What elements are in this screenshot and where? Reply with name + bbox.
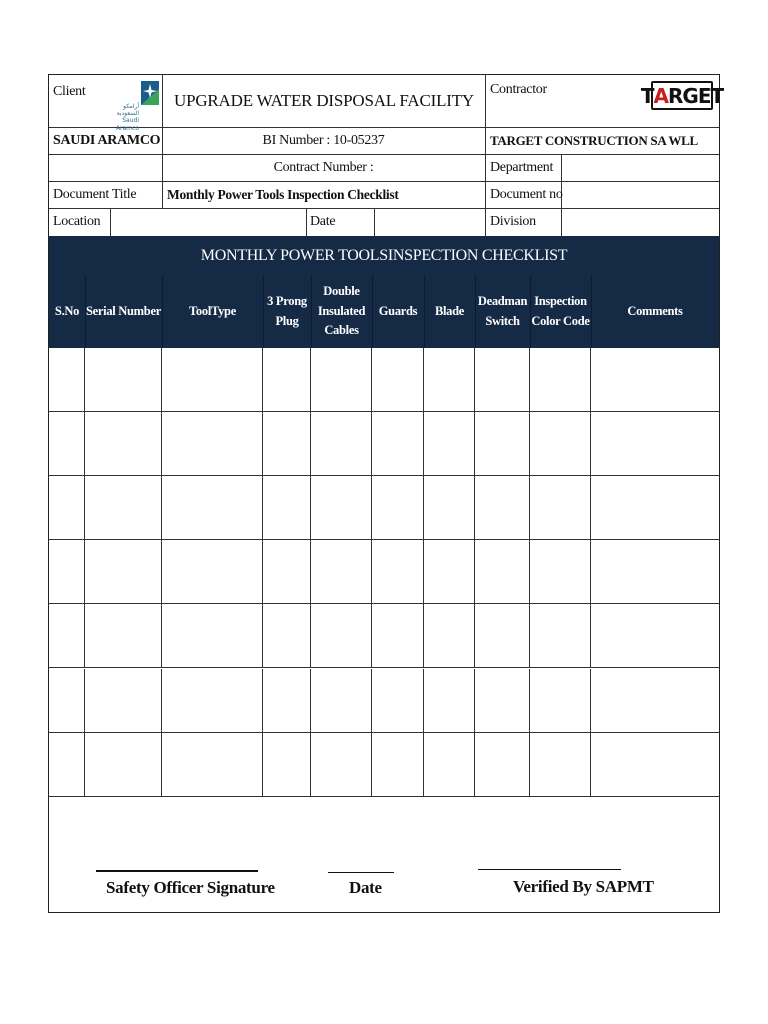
table-cell-double-insulated-cables[interactable] [311, 348, 372, 412]
checklist-title: MONTHLY POWER TOOLSINSPECTION CHECKLIST [49, 236, 719, 275]
column-header-blade [424, 275, 475, 348]
column-header-text: Comments [627, 303, 683, 318]
table-cell-blade[interactable] [424, 604, 475, 668]
table-cell-guards[interactable] [372, 412, 424, 476]
column-header-text: Inspection [534, 294, 587, 309]
table-cell-tool-type[interactable] [162, 604, 263, 668]
table-cell-sno[interactable] [49, 604, 85, 668]
table-cell-serial-number[interactable] [85, 412, 162, 476]
table-cell-tool-type[interactable] [162, 669, 263, 733]
table-cell-comments[interactable] [591, 733, 719, 797]
header-separator [475, 275, 476, 348]
header-separator [591, 275, 592, 348]
table-cell-guards[interactable] [372, 733, 424, 797]
column-header-text: Blade [434, 303, 465, 318]
table-cell-blade[interactable] [424, 412, 475, 476]
column-header-tool-type [162, 275, 263, 348]
document-title-value: Monthly Power Tools Inspection Checklist [167, 187, 399, 202]
date-signature-line [328, 872, 394, 873]
table-cell-inspection-color-code[interactable] [530, 412, 591, 476]
table-cell-guards[interactable] [372, 348, 424, 412]
table-cell-three-prong-plug[interactable] [263, 412, 311, 476]
document-no-label: Document no [490, 187, 563, 202]
footer-date-label: Date [349, 878, 382, 897]
header-separator [162, 275, 163, 348]
table-cell-blade[interactable] [424, 348, 475, 412]
contractor-name: TARGET CONSTRUCTION SA WLL [490, 133, 698, 148]
saudi-aramco-logo [99, 79, 157, 132]
table-cell-sno[interactable] [49, 669, 85, 733]
table-cell-serial-number[interactable] [85, 348, 162, 412]
table-cell-inspection-color-code[interactable] [530, 604, 591, 668]
table-cell-sno[interactable] [49, 412, 85, 476]
column-header-text: ToolType [189, 303, 236, 318]
division-label: Division [490, 214, 536, 229]
table-cell-three-prong-plug[interactable] [263, 733, 311, 797]
divider [49, 127, 719, 128]
header-separator [263, 275, 264, 348]
column-header-three-prong-plug [263, 275, 311, 348]
table-cell-inspection-color-code[interactable] [530, 540, 591, 604]
table-cell-deadman-switch[interactable] [475, 540, 530, 604]
table-cell-comments[interactable] [591, 476, 719, 540]
table-cell-double-insulated-cables[interactable] [311, 733, 372, 797]
table-cell-three-prong-plug[interactable] [263, 604, 311, 668]
table-cell-serial-number[interactable] [85, 604, 162, 668]
department-label: Department [490, 160, 554, 175]
column-header-text: S.No [54, 303, 80, 318]
table-cell-deadman-switch[interactable] [475, 348, 530, 412]
column-header-text: Cables [324, 323, 359, 338]
table-cell-guards[interactable] [372, 604, 424, 668]
column-header-text: Switch [485, 313, 520, 328]
checklist-header-row [49, 275, 719, 348]
bi-number: BI Number : 10-05237 [262, 133, 385, 148]
sapmt-signature-line [478, 869, 621, 870]
table-cell-deadman-switch[interactable] [475, 412, 530, 476]
table-cell-deadman-switch[interactable] [475, 476, 530, 540]
column-header-text: Insulated [317, 303, 366, 318]
column-header-text: 3 Prong [267, 294, 307, 309]
header-separator [311, 275, 312, 348]
table-cell-tool-type[interactable] [162, 348, 263, 412]
table-cell-guards[interactable] [372, 669, 424, 733]
table-cell-three-prong-plug[interactable] [263, 540, 311, 604]
table-cell-inspection-color-code[interactable] [530, 476, 591, 540]
table-cell-sno[interactable] [49, 540, 85, 604]
table-cell-inspection-color-code[interactable] [530, 733, 591, 797]
table-cell-comments[interactable] [591, 348, 719, 412]
aramco-star-icon [141, 81, 159, 105]
divider [306, 208, 307, 236]
table-cell-comments[interactable] [591, 604, 719, 668]
header-separator [372, 275, 373, 348]
location-field[interactable] [111, 209, 306, 236]
table-cell-inspection-color-code[interactable] [530, 348, 591, 412]
saudi-aramco-logo-text: أرامكو السعودية Saudi Aramco [115, 103, 139, 132]
table-cell-double-insulated-cables[interactable] [311, 412, 372, 476]
column-header-text: Double [323, 284, 360, 299]
table-cell-three-prong-plug[interactable] [263, 348, 311, 412]
table-cell-deadman-switch[interactable] [475, 669, 530, 733]
contractor-label: Contractor [490, 82, 547, 97]
header-separator [424, 275, 425, 348]
table-cell-double-insulated-cables[interactable] [311, 604, 372, 668]
table-cell-inspection-color-code[interactable] [530, 669, 591, 733]
target-logo [640, 81, 724, 111]
client-label: Client [53, 84, 86, 99]
table-cell-serial-number[interactable] [85, 540, 162, 604]
table-cell-serial-number[interactable] [85, 669, 162, 733]
table-cell-blade[interactable] [424, 476, 475, 540]
document-no-field[interactable] [562, 182, 719, 208]
department-field[interactable] [562, 155, 719, 181]
column-header-text: Guards [378, 303, 418, 318]
column-header-inspection-color-code [530, 275, 591, 348]
column-header-serial-number [85, 275, 162, 348]
table-cell-sno[interactable] [49, 348, 85, 412]
table-cell-three-prong-plug[interactable] [263, 669, 311, 733]
table-cell-sno[interactable] [49, 476, 85, 540]
table-cell-double-insulated-cables[interactable] [311, 476, 372, 540]
column-header-double-insulated-cables [311, 275, 372, 348]
header-separator [530, 275, 531, 348]
table-cell-comments[interactable] [591, 669, 719, 733]
column-header-text: Color Code [531, 313, 590, 328]
table-cell-guards[interactable] [372, 476, 424, 540]
table-cell-double-insulated-cables[interactable] [311, 540, 372, 604]
contract-number: Contract Number : [273, 160, 374, 175]
verified-by-sapmt-label: Verified By SAPMT [513, 877, 654, 896]
column-header-deadman-switch [475, 275, 530, 348]
column-header-comments [591, 275, 719, 348]
division-field[interactable] [562, 209, 719, 236]
location-label: Location [53, 214, 101, 229]
safety-officer-signature-label: Safety Officer Signature [106, 878, 275, 897]
safety-signature-line [96, 870, 258, 872]
table-cell-three-prong-plug[interactable] [263, 476, 311, 540]
table-cell-sno[interactable] [49, 733, 85, 797]
inspection-form [48, 74, 724, 913]
table-cell-double-insulated-cables[interactable] [311, 669, 372, 733]
date-label: Date [310, 214, 336, 229]
table-cell-deadman-switch[interactable] [475, 604, 530, 668]
column-header-guards [372, 275, 424, 348]
table-cell-comments[interactable] [591, 540, 719, 604]
table-cell-tool-type[interactable] [162, 412, 263, 476]
table-cell-guards[interactable] [372, 540, 424, 604]
column-header-text: Serial Number [86, 303, 161, 318]
table-cell-tool-type[interactable] [162, 540, 263, 604]
table-cell-tool-type[interactable] [162, 476, 263, 540]
table-cell-blade[interactable] [424, 733, 475, 797]
table-cell-deadman-switch[interactable] [475, 733, 530, 797]
table-cell-blade[interactable] [424, 540, 475, 604]
column-header-sno [49, 275, 85, 348]
table-cell-comments[interactable] [591, 412, 719, 476]
table-cell-serial-number[interactable] [85, 733, 162, 797]
client-name: SAUDI ARAMCO [53, 133, 161, 148]
document-title-label: Document Title [53, 187, 137, 202]
column-header-text: Deadman [477, 294, 528, 309]
header-separator [85, 275, 86, 348]
project-title: UPGRADE WATER DISPOSAL FACILITY [174, 91, 474, 110]
date-field[interactable] [375, 209, 485, 236]
target-logo-text: T A RGET [651, 81, 713, 110]
table-cell-blade[interactable] [424, 669, 475, 733]
column-header-text: Plug [275, 313, 299, 328]
table-cell-tool-type[interactable] [162, 733, 263, 797]
table-cell-serial-number[interactable] [85, 476, 162, 540]
